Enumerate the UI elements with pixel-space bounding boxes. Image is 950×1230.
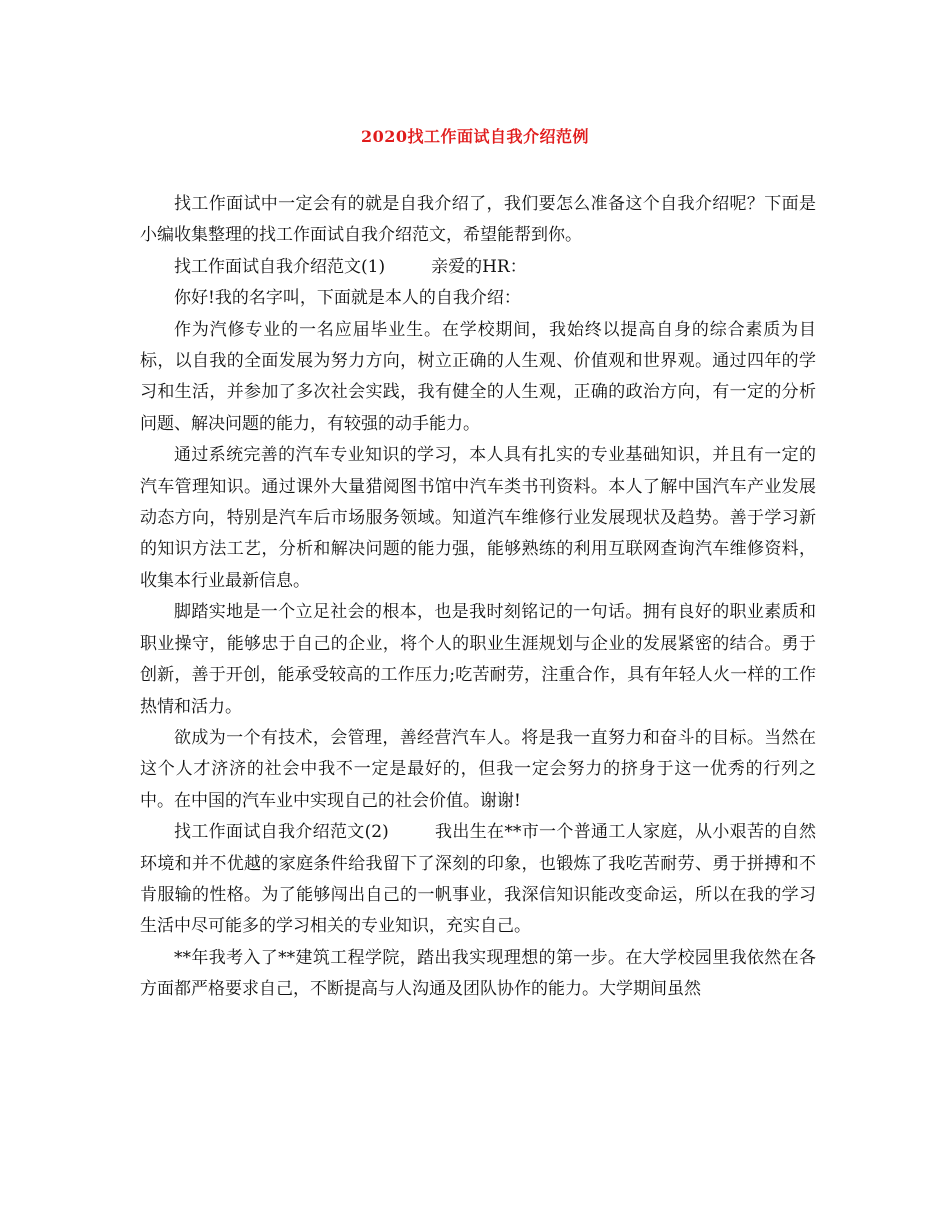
document-body [140,189,816,1006]
paragraph-intro [140,189,816,252]
salutation: 亲爱的HR： [431,256,527,277]
sample-heading: 找工作面试自我介绍范文(1) [174,256,386,277]
paragraph-body [140,315,816,441]
paragraph-greeting [140,283,816,314]
paragraph-body [140,597,816,723]
paragraph-body [140,440,816,597]
paragraph-text: **年我考入了**建筑工程学院，踏出我实现理想的第一步。在大学校园里我依然在各方面都严格要求自己，不断提高与人沟通及团队协作的能力。大学期间虽然 [140,947,816,1000]
paragraph-text: 作为汽修专业的一名应届毕业生。在学校期间，我始终以提高自身的综合素质为目标，以自我的全面发展为努力方向，树立正确的人生观、价值观和世界观。通过四年的学习和生活，并参加了多次社会实践，我有健全的人生观，正确的政治方向，有一定的分析问题、解决问题的能力，有较强的动手能力。 [140,319,816,434]
document-title: 2020找工作面试自我介绍范例 [360,127,590,146]
paragraph-sample2 [140,817,816,943]
paragraph-text: 欲成为一个有技术，会管理，善经营汽车人。将是我一直努力和奋斗的目标。当然在这个人才济济的社会中我不一定是最好的，但我一定会努力的挤身于这一优秀的行列之中。在中国的汽车业中实现自己的社会价值。谢谢! [140,727,816,811]
paragraph-text: 脚踏实地是一个立足社会的根本，也是我时刻铭记的一句话。拥有良好的职业素质和职业操守，能够忠于自己的企业，将个人的职业生涯规划与企业的发展紧密的结合。勇于创新，善于开创，能承受较高的工作压力;吃苦耐劳，注重合作，具有年轻人火一样的工作热情和活力。 [140,602,816,717]
paragraph-text: 通过系统完善的汽车专业知识的学习，本人具有扎实的专业基础知识，并且有一定的汽车管理知识。通过课外大量猎阅图书馆中汽车类书刊资料。本人了解中国汽车产业发展动态方向，特别是汽车后市场服务领域。知道汽车维修行业发展现状及趋势。善于学习新的知识方法工艺，分析和解决问题的能力强，能够熟练的利用互联网查询汽车维修资料，收集本行业最新信息。 [140,445,816,591]
paragraph-body [140,723,816,817]
paragraph-text: 你好!我的名字叫，下面就是本人的自我介绍： [174,288,521,309]
sample-heading: 找工作面试自我介绍范文(2) [174,822,389,843]
paragraph-sample1-heading [140,252,816,283]
paragraph-body [140,943,816,1006]
paragraph-text: 我出生在**市一个普通工人家庭，从小艰苦的自然环境和并不优越的家庭条件给我留下了深刻的印象，也锻炼了我吃苦耐劳、勇于拼搏和不肯服输的性格。为了能够闯出自己的一帆事业，我深信知识能改变命运，所以在我的学习生活中尽可能多的学习相关的专业知识，充实自己。 [140,822,816,937]
paragraph-text: 找工作面试中一定会有的就是自我介绍了，我们要怎么准备这个自我介绍呢？下面是小编收集整理的找工作面试自我介绍范文，希望能帮到你。 [140,194,816,246]
